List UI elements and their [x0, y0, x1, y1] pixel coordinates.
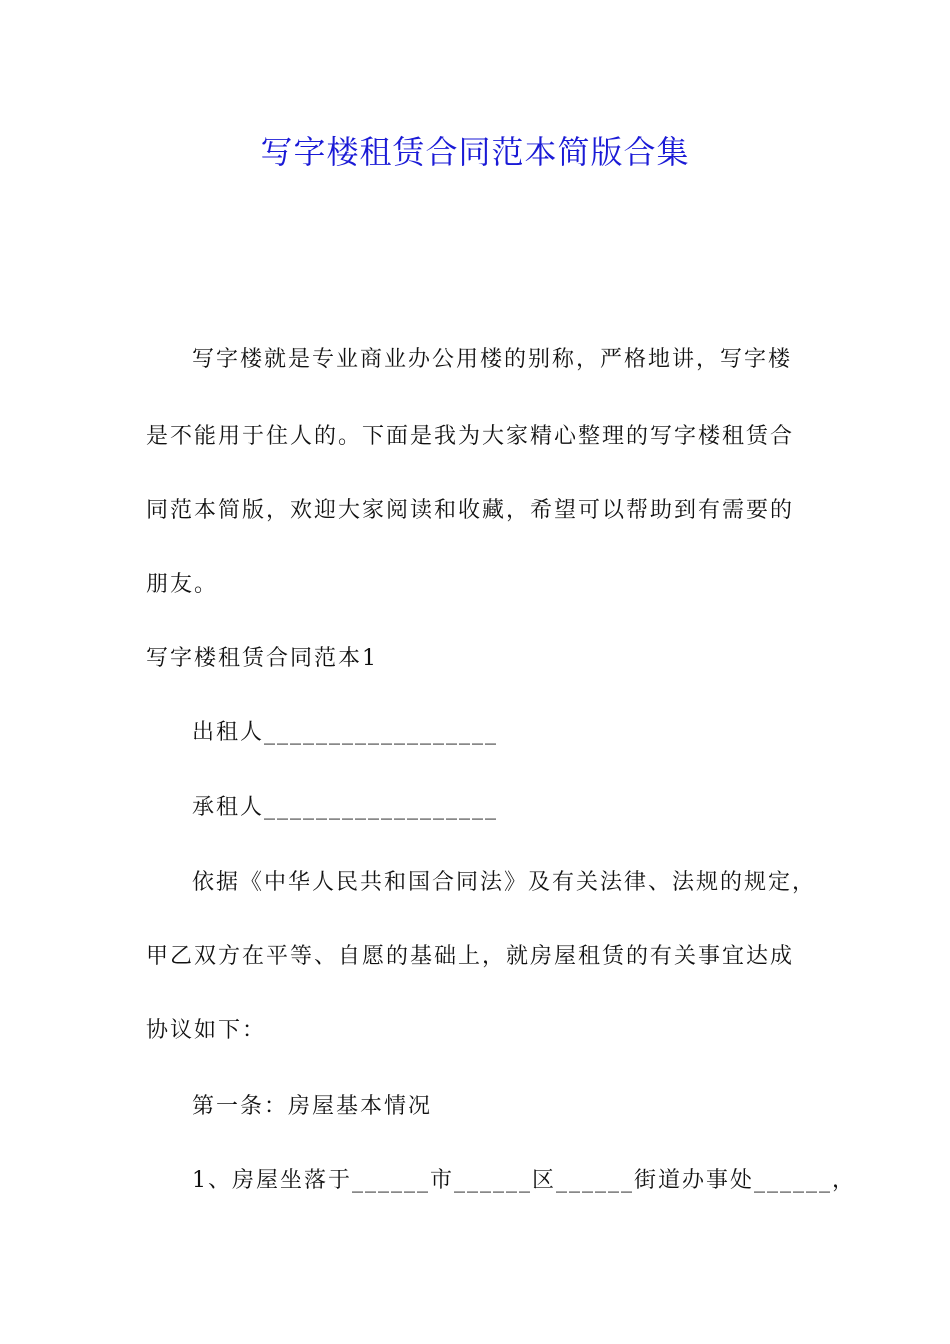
article-heading: 第一条：房屋基本情况	[192, 1094, 433, 1119]
document-title: 写字楼租赁合同范本简版合集	[260, 133, 690, 171]
lessor-line: 出租人__________________	[192, 720, 499, 745]
basis-line-3: 协议如下：	[146, 1018, 267, 1043]
basis-line-2: 甲乙双方在平等、自愿的基础上，就房屋租赁的有关事宜达成	[146, 944, 795, 969]
basis-line-1: 依据《中华人民共和国合同法》及有关法律、法规的规定，	[192, 870, 817, 895]
intro-line-1: 写字楼就是专业商业办公用楼的别称，严格地讲，写字楼	[192, 347, 793, 372]
intro-line-4: 朋友。	[146, 572, 219, 597]
clause-line-1: 1、房屋坐落于______市______区______街道办事处______，	[192, 1168, 856, 1193]
lessee-line: 承租人__________________	[192, 795, 499, 820]
section-heading: 写字楼租赁合同范本1	[146, 646, 378, 671]
intro-line-2: 是不能用于住人的。下面是我为大家精心整理的写字楼租赁合	[146, 424, 795, 449]
intro-line-3: 同范本简版，欢迎大家阅读和收藏，希望可以帮助到有需要的	[146, 498, 795, 523]
